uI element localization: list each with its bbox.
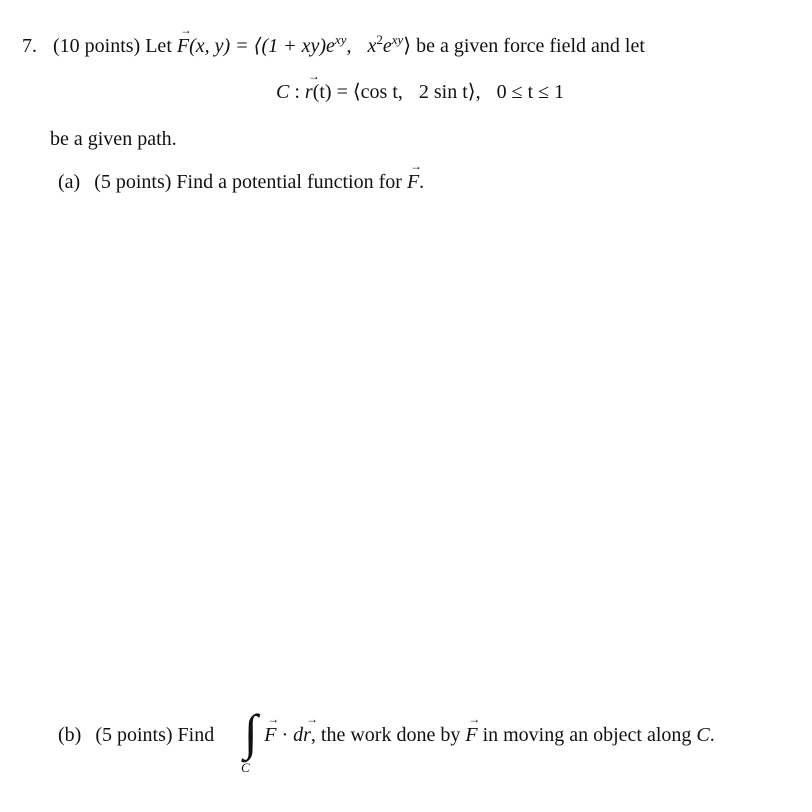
field-exponent-2: 2 bbox=[376, 32, 383, 47]
part-a-points: (5 points) bbox=[94, 171, 172, 193]
path-y-component: 2 sin t⟩, bbox=[418, 81, 481, 103]
path-equation bbox=[276, 82, 564, 102]
field-close: ⟩ bbox=[403, 35, 412, 57]
part-b-period: . bbox=[709, 724, 715, 746]
field-tail-text: be a given force field and let bbox=[416, 35, 645, 57]
path-tail-text: be a given path. bbox=[50, 128, 177, 150]
part-a-period: . bbox=[419, 171, 425, 193]
field-separator: , bbox=[346, 35, 352, 57]
path-curve: C bbox=[276, 81, 290, 103]
part-b-tail: in moving an object along bbox=[482, 724, 692, 746]
field-symbol: → F bbox=[177, 36, 189, 56]
part-b-dot: · bbox=[281, 724, 289, 746]
problem-intro: Let bbox=[145, 35, 172, 57]
part-a-text: Find a potential function for bbox=[176, 171, 402, 193]
integral-sign: ∫ bbox=[244, 704, 258, 760]
part-b-curve: C bbox=[696, 724, 710, 746]
part-b-integrand-field: → F bbox=[264, 725, 276, 745]
integral-subscript: C bbox=[241, 760, 250, 775]
path-range: 0 ≤ t ≤ 1 bbox=[496, 81, 565, 103]
problem-statement bbox=[22, 32, 645, 57]
field-args: (x, y) = ⟨(1 + xy)e bbox=[189, 35, 335, 57]
field-e: e bbox=[382, 35, 392, 57]
field-exponent-3: xy bbox=[391, 32, 404, 47]
part-b-find: Find bbox=[177, 724, 215, 746]
path-colon: : bbox=[294, 81, 300, 103]
part-a-field: → F bbox=[407, 172, 419, 192]
path-param: (t) = ⟨cos t, bbox=[312, 81, 403, 103]
part-b-points: (5 points) bbox=[95, 724, 173, 746]
part-b-mid-text: , the work done by bbox=[310, 724, 461, 746]
part-a-label: (a) bbox=[58, 171, 81, 193]
part-a bbox=[58, 172, 424, 192]
part-b-r: → r bbox=[303, 725, 311, 745]
part-b-d: d bbox=[293, 724, 304, 746]
field-x: x bbox=[367, 35, 377, 57]
problem-number: 7. bbox=[22, 35, 37, 57]
part-b bbox=[58, 725, 715, 745]
part-b-label: (b) bbox=[58, 724, 82, 746]
part-b-field: → F bbox=[465, 725, 477, 745]
path-vector: → r bbox=[305, 82, 313, 102]
field-exponent-1: xy bbox=[334, 32, 347, 47]
problem-points: (10 points) bbox=[53, 35, 141, 57]
